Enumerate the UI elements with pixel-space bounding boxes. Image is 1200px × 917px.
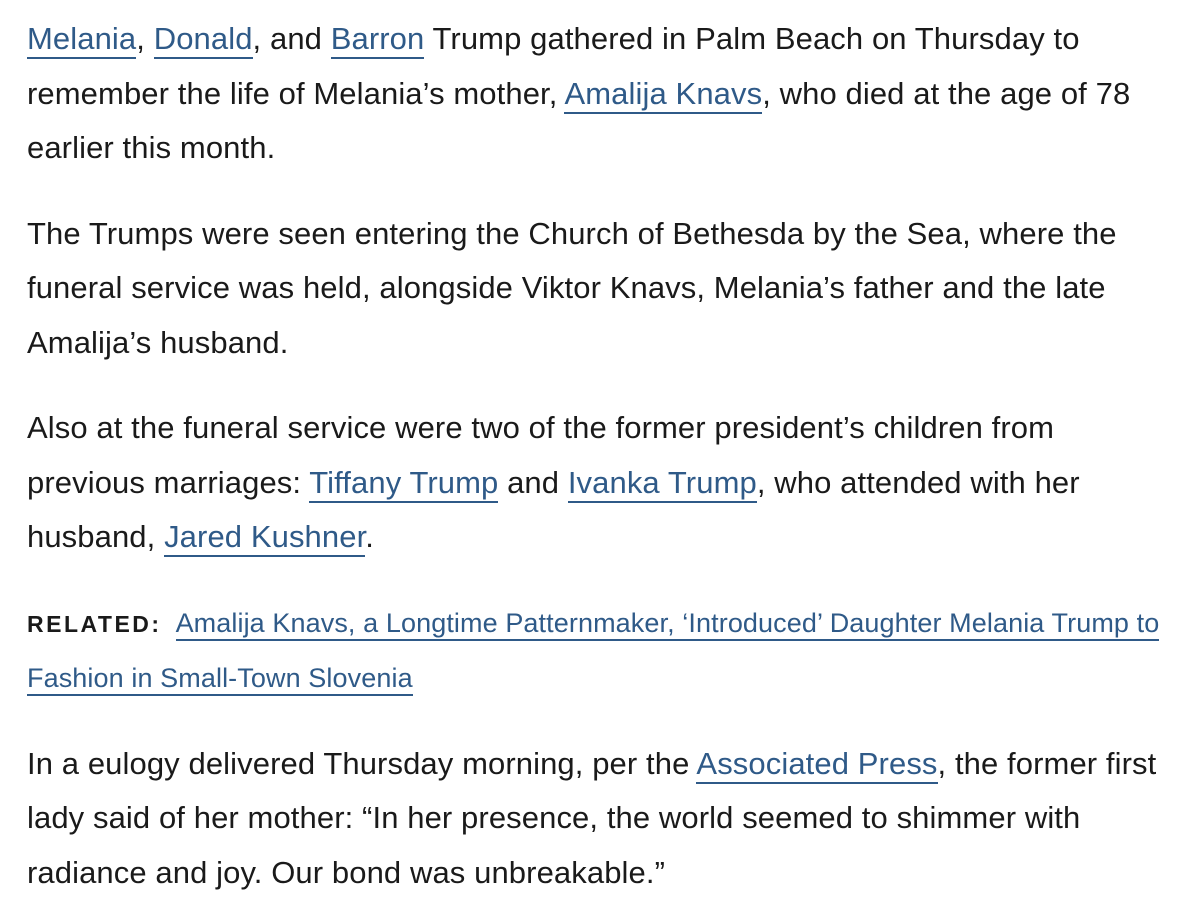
related-article-link[interactable]: Amalija Knavs, a Longtime Patternmaker, ‘Introduced’ Daughter Melania Trump to Fashion in Small-Town Slovenia [27, 608, 1159, 697]
link-jared-kushner[interactable]: Jared Kushner [164, 519, 365, 557]
related-label: RELATED: [27, 610, 162, 637]
link-melania[interactable]: Melania [27, 21, 136, 59]
link-associated-press[interactable]: Associated Press [696, 746, 937, 784]
link-barron[interactable]: Barron [331, 21, 425, 59]
paragraph-3 [27, 401, 1178, 565]
text: , who died at the age of 78 earlier this month. [27, 75, 1131, 165]
text: . [365, 519, 375, 554]
paragraph-1 [27, 12, 1178, 176]
text: In a eulogy delivered Thursday morning, per the [27, 745, 697, 781]
link-donald[interactable]: Donald [154, 21, 253, 59]
text: Trump gathered in Palm Beach on Thursday to remember the life of Melania’s mother, [27, 21, 1080, 111]
text: and [498, 464, 568, 500]
text: Also at the funeral service were two of the former president’s children from previous marriages: [27, 410, 1055, 500]
text: , the former first lady said of her mother: “In her presence, the world seemed to shimmer with radiance and joy. Our bond was unbreakable.” [27, 745, 1157, 890]
link-tiffany-trump[interactable]: Tiffany Trump [309, 465, 498, 503]
related-article [27, 596, 1178, 706]
link-amalija-knavs[interactable]: Amalija Knavs [564, 76, 762, 114]
link-ivanka-trump[interactable]: Ivanka Trump [568, 465, 757, 503]
paragraph-2: The Trumps were seen entering the Church of Bethesda by the Sea, where the funeral service was held, alongside Viktor Knavs, Melania’s father and the late Amalija’s husband. [27, 215, 1117, 360]
paragraph-4 [27, 737, 1178, 901]
text: , [136, 21, 154, 56]
text: , who attended with her husband, [27, 464, 1080, 554]
text: , and [252, 21, 331, 56]
